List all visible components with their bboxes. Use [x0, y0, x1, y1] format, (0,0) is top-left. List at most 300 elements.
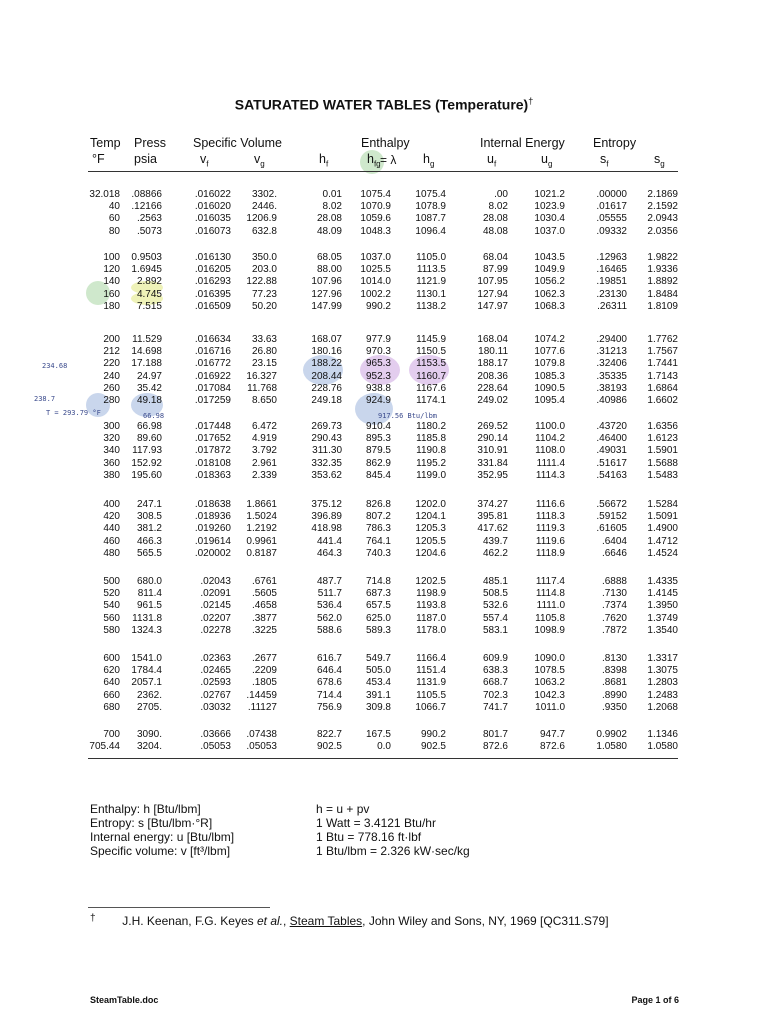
- cell-hf: 441.4: [316, 535, 342, 547]
- cell-vg: .3877: [251, 612, 277, 624]
- cell-hfg: 786.3: [365, 523, 391, 535]
- table-row: [0, 289, 768, 301]
- cell-sg: 1.7567: [647, 346, 678, 358]
- footnote: † J.H. Keenan, F.G. Keyes et al., Steam Tables, John Wiley and Sons, NY, 1969 [QC311.S79]: [90, 913, 609, 928]
- cell-press: .08866: [131, 189, 162, 200]
- cell-press: 152.92: [131, 457, 162, 469]
- cell-vf: .016772: [194, 358, 231, 370]
- cell-hf: 0.01: [322, 189, 342, 200]
- cell-ug: 1104.2: [535, 433, 565, 445]
- cell-vg: 350.0: [251, 252, 277, 263]
- cell-vg: 1.2192: [246, 523, 277, 535]
- cell-ug: 1108.0: [535, 445, 565, 457]
- cell-vg: 1206.9: [246, 213, 277, 225]
- cell-hf: 48.09: [316, 225, 342, 237]
- cell-sf: .29400: [596, 334, 627, 345]
- cell-uf: 8.02: [488, 201, 508, 213]
- cell-hfg: 453.4: [365, 677, 391, 689]
- table-row: [0, 346, 768, 358]
- cell-temp: 660: [103, 689, 120, 701]
- cell-ug: 1100.0: [535, 421, 565, 432]
- header-ug: $u_g$: [541, 152, 553, 169]
- cell-temp: 240: [103, 370, 120, 382]
- cell-sf: .05555: [596, 213, 627, 225]
- cell-sg: 1.3950: [647, 600, 678, 612]
- footer-filename: SteamTable.doc: [90, 995, 159, 1005]
- cell-sg: 1.6356: [647, 421, 678, 432]
- cell-ug: 1063.2: [534, 677, 565, 689]
- page-title: SATURATED WATER TABLES (Temperature)†: [234, 96, 534, 113]
- cell-hf: 822.7: [316, 729, 342, 740]
- cell-vf: .019260: [194, 523, 231, 535]
- table-row: [0, 600, 768, 612]
- cell-hfg: 309.8: [365, 701, 391, 713]
- header-enthalpy: Enthalpy: [361, 136, 410, 150]
- cell-hg: 1105.0: [416, 252, 446, 263]
- cell-temp: 160: [103, 288, 120, 300]
- cell-sg: 1.7762: [647, 334, 678, 345]
- cell-sg: 1.8109: [647, 300, 678, 312]
- handwritten-note-under280: 66.98: [143, 412, 165, 420]
- cell-sf: .56672: [596, 499, 627, 510]
- cell-vg: 632.8: [251, 225, 277, 237]
- cell-ug: 1079.8: [534, 358, 565, 370]
- cell-temp: 680: [103, 701, 120, 713]
- table-row: [0, 665, 768, 677]
- cell-vf: .02363: [200, 653, 231, 664]
- cell-hf: 536.4: [316, 600, 342, 612]
- table-row: [0, 677, 768, 689]
- cell-vg: 4.919: [251, 433, 277, 445]
- cell-hf: 375.12: [311, 499, 342, 510]
- cell-hf: 290.43: [311, 433, 342, 445]
- cell-ug: 947.7: [539, 729, 565, 740]
- cell-vg: .2209: [251, 665, 277, 677]
- cell-uf: 107.95: [477, 276, 508, 288]
- cell-sf: .7872: [601, 624, 627, 636]
- cell-uf: 127.94: [477, 288, 508, 300]
- cell-vg: 0.9961: [246, 535, 277, 547]
- cell-uf: 290.14: [477, 433, 508, 445]
- cell-ug: 1011.0: [535, 701, 565, 713]
- table-row: [0, 625, 768, 637]
- cell-sg: 1.5091: [647, 511, 678, 523]
- cell-press: 4.745: [136, 288, 162, 300]
- cell-ug: 1043.5: [534, 252, 565, 263]
- cell-ug: 1114.3: [535, 469, 565, 481]
- cell-hf: 464.3: [316, 547, 342, 559]
- cell-uf: 269.52: [477, 421, 508, 432]
- cell-vf: .016509: [194, 300, 231, 312]
- cell-hfg: 938.8: [365, 382, 391, 394]
- cell-ug: 1095.4: [534, 395, 565, 406]
- cell-press: .2563: [136, 213, 162, 225]
- cell-press: 7.515: [136, 300, 162, 312]
- cell-hf: 418.98: [311, 523, 342, 535]
- header-press-unit: psia: [134, 152, 157, 166]
- cell-sf: .8990: [601, 689, 627, 701]
- cell-press: 117.93: [132, 445, 162, 457]
- cell-vg: .14459: [246, 689, 277, 701]
- cell-hf: 396.89: [311, 511, 342, 523]
- cell-sg: 1.7143: [647, 370, 678, 382]
- table-row: [0, 536, 768, 548]
- cell-temp: 520: [103, 588, 120, 600]
- cell-sg: 1.3749: [647, 612, 678, 624]
- cell-sf: .54163: [596, 469, 627, 481]
- cell-hg: 1199.0: [416, 469, 446, 481]
- cell-sg: 1.4712: [647, 535, 678, 547]
- cell-hfg: 1025.5: [360, 264, 391, 276]
- handwritten-note-lambda: = λ: [380, 153, 397, 167]
- cell-sg: 1.8484: [647, 288, 678, 300]
- cell-hf: 249.18: [311, 395, 342, 406]
- cell-hg: 1078.9: [415, 201, 446, 213]
- cell-temp: 360: [103, 457, 120, 469]
- cell-hfg: 990.2: [365, 300, 391, 312]
- cell-ug: 1068.3: [534, 300, 565, 312]
- cell-sf: .51617: [596, 457, 627, 469]
- table-row: [0, 383, 768, 395]
- cell-temp: 440: [103, 523, 120, 535]
- cell-hfg: 1059.6: [360, 213, 391, 225]
- cell-hg: 1160.7: [416, 370, 446, 382]
- cell-hg: 1145.9: [416, 334, 446, 345]
- cell-vg: 26.80: [251, 346, 277, 358]
- cell-hf: 332.35: [311, 457, 342, 469]
- header-hfg: $h_{fg}$: [367, 152, 381, 169]
- cell-sf: .59152: [596, 511, 627, 523]
- cell-sg: 1.5688: [647, 457, 678, 469]
- cell-vf: .02207: [200, 612, 231, 624]
- cell-hf: 487.7: [316, 576, 342, 587]
- cell-uf: 48.08: [482, 225, 508, 237]
- cell-sg: 1.3317: [647, 653, 678, 664]
- cell-sg: 1.5284: [647, 499, 678, 510]
- cell-temp: 420: [103, 511, 120, 523]
- cell-sf: .43720: [596, 421, 627, 432]
- cell-temp: 220: [103, 358, 120, 370]
- cell-hg: 1167.6: [416, 382, 446, 394]
- cell-hf: 28.08: [316, 213, 342, 225]
- cell-hg: 1205.5: [415, 535, 446, 547]
- cell-sg: 1.9822: [647, 252, 678, 263]
- cell-vf: .02091: [200, 588, 231, 600]
- cell-sf: .31213: [596, 346, 627, 358]
- cell-hg: 902.5: [420, 741, 446, 753]
- cell-vg: 2446.: [251, 201, 277, 213]
- cell-press: 0.9503: [131, 252, 162, 263]
- cell-hf: 902.5: [316, 741, 342, 753]
- cell-hf: 88.00: [316, 264, 342, 276]
- cell-hf: 714.4: [316, 689, 342, 701]
- cell-temp: 540: [103, 600, 120, 612]
- cell-uf: 310.91: [477, 445, 508, 457]
- cell-sg: 2.0943: [647, 213, 678, 225]
- cell-press: 1541.0: [131, 653, 162, 664]
- table-row: [0, 252, 768, 264]
- cell-vg: 50.20: [251, 300, 277, 312]
- cell-ug: 1021.2: [534, 189, 565, 200]
- cell-vf: .017652: [194, 433, 231, 445]
- cell-hg: 1105.5: [416, 689, 446, 701]
- cell-sf: .01617: [596, 201, 627, 213]
- cell-hg: 1138.2: [416, 300, 446, 312]
- cell-vg: .07438: [246, 729, 277, 740]
- cell-ug: 1077.6: [534, 346, 565, 358]
- cell-sf: .6646: [601, 547, 627, 559]
- cell-uf: 87.99: [482, 264, 508, 276]
- cell-sg: 1.4900: [647, 523, 678, 535]
- table-row: [0, 576, 768, 588]
- header-press: Press: [134, 136, 166, 150]
- cell-temp: 100: [103, 252, 120, 263]
- cell-temp: 80: [108, 225, 120, 237]
- cell-hf: 269.73: [311, 421, 342, 432]
- cell-hfg: 625.0: [365, 612, 391, 624]
- definition-entropy: Entropy: s [Btu/lbm·°R]: [90, 816, 213, 830]
- cell-ug: 1090.0: [534, 653, 565, 664]
- cell-vf: .016035: [194, 213, 231, 225]
- conversion-enthalpy: h = u + pv: [316, 802, 370, 816]
- definition-enthalpy: Enthalpy: h [Btu/lbm]: [90, 802, 201, 816]
- cell-sf: .8681: [601, 677, 627, 689]
- cell-temp: 212: [103, 346, 120, 358]
- cell-uf: 331.84: [477, 457, 508, 469]
- cell-press: 24.97: [136, 370, 162, 382]
- cell-hg: 1202.0: [415, 499, 446, 510]
- cell-vg: .05053: [246, 741, 277, 753]
- cell-temp: 320: [103, 433, 120, 445]
- cell-sf: .46400: [596, 433, 627, 445]
- cell-ug: 1111.4: [536, 457, 565, 469]
- table-row: [0, 421, 768, 433]
- cell-hfg: 1014.0: [360, 276, 391, 288]
- cell-hfg: 1075.4: [360, 189, 391, 200]
- cell-hfg: 862.9: [365, 457, 391, 469]
- cell-uf: 532.6: [482, 600, 508, 612]
- cell-ug: 1098.9: [534, 624, 565, 636]
- cell-sg: 1.4335: [647, 576, 678, 587]
- cell-temp: 620: [103, 665, 120, 677]
- cell-vf: .02278: [200, 624, 231, 636]
- cell-uf: 395.81: [477, 511, 508, 523]
- cell-hfg: 167.5: [365, 729, 391, 740]
- cell-vg: 77.23: [251, 288, 277, 300]
- cell-ug: 1105.8: [535, 612, 565, 624]
- cell-hg: 1202.5: [415, 576, 446, 587]
- cell-hfg: 549.7: [365, 653, 391, 664]
- cell-vf: .017448: [194, 421, 231, 432]
- cell-vg: 2.339: [251, 469, 277, 481]
- cell-hfg: 687.3: [365, 588, 391, 600]
- header-entropy: Entropy: [593, 136, 637, 150]
- cell-vg: 33.63: [251, 334, 277, 345]
- cell-press: 1324.3: [131, 624, 162, 636]
- cell-sf: .40986: [596, 395, 627, 406]
- cell-sf: .38193: [596, 382, 627, 394]
- cell-press: 2057.1: [131, 677, 162, 689]
- cell-vf: .018363: [194, 469, 231, 481]
- cell-sf: 0.9902: [596, 729, 627, 740]
- cell-press: 680.0: [136, 576, 162, 587]
- cell-sg: 1.2483: [647, 689, 678, 701]
- cell-vg: .11127: [247, 701, 277, 713]
- cell-temp: 480: [103, 547, 120, 559]
- cell-press: 308.5: [136, 511, 162, 523]
- cell-hf: 107.96: [311, 276, 342, 288]
- cell-uf: 168.04: [477, 334, 508, 345]
- table-row: [0, 499, 768, 511]
- cell-vf: .018936: [194, 511, 231, 523]
- cell-ug: 1074.2: [534, 334, 565, 345]
- cell-uf: 68.04: [482, 252, 508, 263]
- cell-vg: 23.15: [251, 358, 277, 370]
- cell-ug: 1037.0: [534, 225, 565, 237]
- cell-sg: 2.1869: [647, 189, 678, 200]
- header-hg: $h_g$: [423, 152, 435, 169]
- cell-hf: 127.96: [311, 288, 342, 300]
- cell-hf: 562.0: [316, 612, 342, 624]
- cell-temp: 260: [103, 382, 120, 394]
- cell-hfg: 970.3: [365, 346, 391, 358]
- cell-ug: 1111.0: [536, 600, 565, 612]
- cell-vf: .016293: [194, 276, 231, 288]
- cell-press: 195.60: [131, 469, 162, 481]
- cell-uf: 583.1: [482, 624, 508, 636]
- cell-hfg: 952.3: [365, 370, 391, 382]
- cell-temp: 500: [103, 576, 120, 587]
- header-specific-volume: Specific Volume: [193, 136, 282, 150]
- cell-uf: 417.62: [477, 523, 508, 535]
- cell-uf: 872.6: [482, 741, 508, 753]
- footnote-book-title: Steam Tables: [289, 914, 363, 928]
- cell-press: 35.42: [136, 382, 162, 394]
- cell-hg: 1066.7: [415, 701, 446, 713]
- cell-temp: 32.018: [89, 189, 120, 200]
- cell-sf: 1.0580: [596, 741, 627, 753]
- cell-sf: .6404: [601, 535, 627, 547]
- header-hf: $h_f$: [319, 152, 329, 169]
- cell-hfg: 1048.3: [360, 225, 391, 237]
- table-row: [0, 588, 768, 600]
- cell-uf: 741.7: [482, 701, 508, 713]
- table-row: [0, 213, 768, 225]
- cell-hg: 1190.8: [416, 445, 446, 457]
- cell-ug: 1085.3: [534, 370, 565, 382]
- cell-vg: 1.8661: [246, 499, 277, 510]
- cell-vg: .4658: [251, 600, 277, 612]
- cell-hg: 1198.9: [416, 588, 446, 600]
- cell-press: 14.698: [131, 346, 162, 358]
- cell-vf: .016634: [194, 334, 231, 345]
- cell-hfg: 924.9: [365, 395, 391, 406]
- conversion-btu-lbm: 1 Btu/lbm = 2.326 kW·sec/kg: [316, 844, 470, 858]
- cell-sf: .26311: [597, 300, 627, 312]
- cell-vg: 6.472: [251, 421, 277, 432]
- cell-hfg: 1070.9: [360, 201, 391, 213]
- cell-hg: 1193.8: [416, 600, 446, 612]
- cell-vg: 3.792: [251, 445, 277, 457]
- cell-temp: 180: [103, 300, 120, 312]
- header-temp-unit: °F: [92, 152, 105, 166]
- cell-hfg: 0.0: [377, 741, 391, 753]
- cell-ug: 872.6: [539, 741, 565, 753]
- cell-ug: 1056.2: [534, 276, 565, 288]
- cell-hf: 8.02: [322, 201, 342, 213]
- cell-sf: .09332: [596, 225, 627, 237]
- cell-hfg: 977.9: [365, 334, 391, 345]
- cell-hg: 990.2: [420, 729, 446, 740]
- cell-uf: 668.7: [482, 677, 508, 689]
- cell-uf: 188.17: [477, 358, 508, 370]
- table-row: [0, 276, 768, 288]
- cell-temp: 300: [103, 421, 120, 432]
- cell-press: 381.2: [136, 523, 162, 535]
- cell-uf: 147.97: [477, 300, 508, 312]
- table-row: [0, 358, 768, 370]
- cell-hfg: 505.0: [365, 665, 391, 677]
- table-row: [0, 511, 768, 523]
- table-row: [0, 264, 768, 276]
- cell-vf: .02465: [200, 665, 231, 677]
- cell-hf: 228.76: [311, 382, 342, 394]
- cell-ug: 1114.8: [535, 588, 565, 600]
- cell-vf: .018638: [194, 499, 231, 510]
- cell-sf: .8130: [601, 653, 627, 664]
- cell-ug: 1042.3: [534, 689, 565, 701]
- cell-ug: 1049.9: [534, 264, 565, 276]
- cell-hfg: 1002.2: [360, 288, 391, 300]
- cell-uf: 352.95: [477, 469, 508, 481]
- cell-hfg: 657.5: [365, 600, 391, 612]
- cell-hf: 311.30: [312, 445, 342, 457]
- cell-vf: .02767: [200, 689, 231, 701]
- cell-sf: .7130: [601, 588, 627, 600]
- cell-hg: 1166.4: [416, 653, 446, 664]
- cell-ug: 1118.3: [535, 511, 565, 523]
- footer-page-number: Page 1 of 6: [631, 995, 679, 1005]
- cell-hf: 353.62: [311, 469, 342, 481]
- cell-uf: 208.36: [477, 370, 508, 382]
- cell-hg: 1121.9: [416, 276, 446, 288]
- cell-ug: 1118.9: [535, 547, 565, 559]
- cell-vf: .016716: [194, 346, 231, 358]
- cell-ug: 1117.4: [535, 576, 565, 587]
- cell-hf: 147.99: [311, 300, 342, 312]
- cell-vf: .05053: [200, 741, 231, 753]
- cell-sg: 1.8892: [647, 276, 678, 288]
- cell-temp: 140: [103, 276, 120, 288]
- cell-press: .5073: [136, 225, 162, 237]
- cell-uf: 485.1: [482, 576, 508, 587]
- cell-press: 66.98: [136, 421, 162, 432]
- definitions-left: [90, 802, 234, 858]
- cell-vf: .03666: [200, 729, 231, 740]
- cell-temp: 340: [103, 445, 120, 457]
- cell-sg: 2.0356: [647, 225, 678, 237]
- cell-ug: 1119.3: [535, 523, 565, 535]
- cell-press: 961.5: [136, 600, 162, 612]
- cell-hfg: 895.3: [365, 433, 391, 445]
- cell-press: .12166: [131, 201, 162, 213]
- table-row: [0, 548, 768, 560]
- cell-hfg: 764.1: [365, 535, 391, 547]
- cell-hg: 1096.4: [415, 225, 446, 237]
- cell-hf: 208.44: [311, 370, 342, 382]
- cell-temp: 380: [103, 469, 120, 481]
- cell-uf: 638.3: [482, 665, 508, 677]
